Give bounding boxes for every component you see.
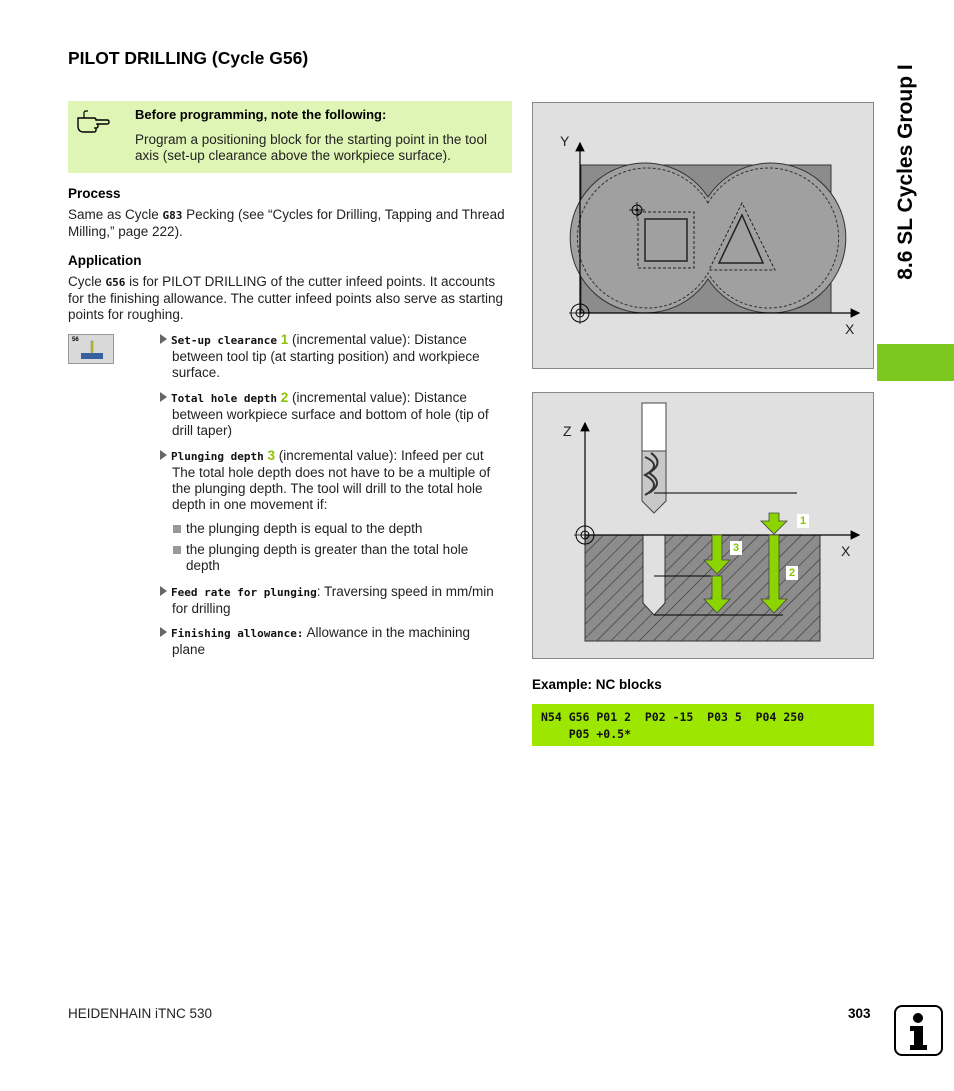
bullet-text: the plunging depth is equal to the depth — [186, 521, 423, 536]
triangle-bullet-icon — [160, 392, 167, 402]
param-body: for drilling — [172, 601, 231, 616]
triangle-bullet-icon — [160, 627, 167, 637]
param-body: plane — [172, 642, 206, 657]
y-axis-label: Y — [560, 133, 570, 149]
page-number: 303 — [848, 1006, 871, 1021]
square-bullet-icon — [173, 546, 181, 554]
note-body: Program a positioning block for the starting point in the tool axis (set-up clearance above the workpiece surface). — [135, 132, 487, 163]
param-rest: (incremental value): Infeed per cut — [275, 448, 484, 463]
bullet-cont: depth — [186, 558, 220, 573]
param-num: 2 — [280, 390, 289, 405]
param-total-hole-depth — [160, 390, 512, 439]
triangle-bullet-icon — [160, 586, 167, 596]
application-text-after: is for PILOT DRILLING of the cutter infeed points. It accounts for the finishing allowance. The cutter infeed points also serve as starting points for roughing. — [68, 274, 503, 322]
xy-drawing — [533, 103, 873, 368]
bullet-item — [173, 521, 503, 537]
process-heading: Process — [68, 186, 121, 201]
x-axis-label: X — [841, 543, 851, 559]
param-name: Finishing allowance: — [171, 627, 304, 640]
param-rest: (incremental value): Distance — [288, 332, 467, 347]
param-rest: (incremental value): Distance — [288, 390, 467, 405]
chapter-tab-marker — [877, 344, 954, 381]
drill-icon — [69, 335, 113, 363]
nc-line-2: P05 +0.5* — [541, 727, 632, 741]
param-body: between tool tip (at starting position) and workpiece surface. — [172, 349, 480, 380]
application-text-before: Cycle — [68, 274, 106, 289]
param-setup-clearance — [160, 332, 512, 381]
figure-xy-plane — [532, 102, 874, 369]
param-name: Plunging depth — [171, 450, 264, 463]
label-3-badge: 3 — [730, 541, 742, 555]
param-finishing-allowance — [160, 625, 512, 658]
triangle-bullet-icon — [160, 450, 167, 460]
zx-drawing — [533, 393, 873, 658]
application-text — [68, 274, 508, 323]
process-code: G83 — [162, 209, 183, 222]
square-bullet-icon — [173, 525, 181, 533]
process-text-before: Same as Cycle — [68, 207, 163, 222]
x-axis-label: X — [845, 321, 855, 337]
param-name: Set-up clearance — [171, 334, 277, 347]
cycle-icon-label: 56 — [72, 337, 79, 343]
param-num: 1 — [280, 332, 289, 347]
figure-zx-section — [532, 392, 874, 659]
param-name: Feed rate for plunging — [171, 586, 317, 599]
hand-pointer-icon — [76, 109, 110, 133]
process-text-after: Pecking (see “Cycles for Drilling, Tapping and Thread Milling,” page 222). — [68, 207, 505, 239]
note-heading: Before programming, note the following: — [135, 107, 387, 122]
chapter-side-label — [876, 0, 936, 344]
param-feed-rate — [160, 584, 512, 617]
param-rest: : Traversing speed in mm/min — [316, 584, 494, 599]
param-num: 3 — [267, 448, 275, 463]
nc-line-1: N54 G56 P01 2 P02 -15 P03 5 P04 250 — [541, 710, 805, 724]
cycle-56-softkey-icon — [68, 334, 114, 364]
param-body: between workpiece surface and bottom of hole (tip of drill taper) — [172, 407, 489, 438]
application-code: G56 — [105, 276, 126, 289]
chapter-title-vertical: 8.6 SL Cycles Group I — [894, 64, 917, 280]
page-title: PILOT DRILLING (Cycle G56) — [68, 48, 309, 68]
nc-code-block — [532, 704, 874, 746]
triangle-bullet-icon — [160, 334, 167, 344]
label-2-badge: 2 — [786, 566, 798, 580]
info-i-glyph — [896, 1007, 941, 1054]
bullet-text: the plunging depth is greater than the total hole — [186, 542, 469, 557]
z-axis-label: Z — [563, 423, 572, 439]
param-rest: Allowance in the machining — [303, 625, 471, 640]
footer-product: HEIDENHAIN iTNC 530 — [68, 1006, 213, 1021]
note-box — [68, 101, 512, 173]
param-body: The total hole depth does not have to be a multiple of the plunging depth. The tool will drill to the total hole depth in one movement if: — [172, 465, 491, 512]
bullet-item — [173, 542, 503, 574]
process-text — [68, 207, 508, 240]
param-name: Total hole depth — [171, 392, 277, 405]
info-icon[interactable] — [894, 1005, 943, 1056]
example-heading: Example: NC blocks — [532, 677, 662, 692]
label-1-badge: 1 — [797, 514, 809, 528]
application-heading: Application — [68, 253, 142, 268]
param-plunging-depth — [160, 448, 512, 513]
